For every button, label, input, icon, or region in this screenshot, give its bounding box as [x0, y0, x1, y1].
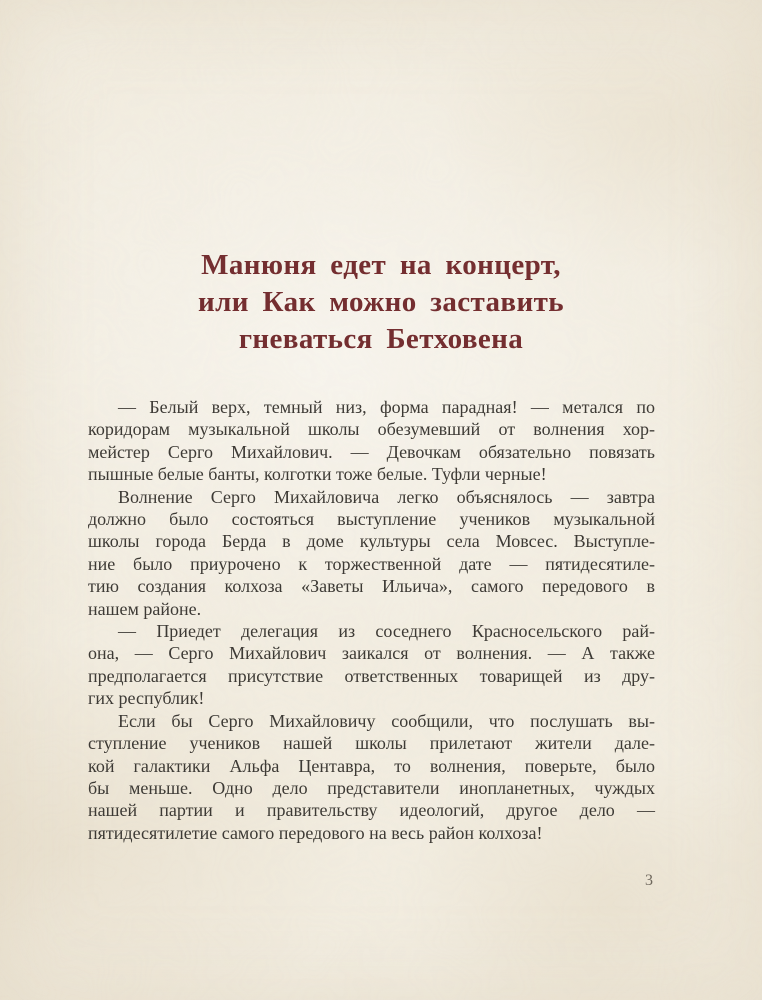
text-line: должно было состояться выступление учеников музыкальной	[88, 509, 655, 530]
body-text	[88, 396, 655, 844]
title-line: Манюня едет на концерт,	[201, 249, 561, 281]
page-number: 3	[645, 872, 653, 889]
title-line: гневаться Бетховена	[238, 323, 524, 355]
text-line: ступление учеников нашей школы прилетают жители дале-	[88, 733, 655, 754]
text-line: мейстер Серго Михайлович. — Девочкам обязательно повязать	[88, 441, 655, 462]
paragraph	[88, 396, 655, 486]
text-line: тию создания колхоза «Заветы Ильича», самого передового в	[88, 576, 655, 597]
text-line: пятидесятилетие самого передового на весь район колхоза!	[88, 822, 543, 843]
paragraph	[88, 486, 655, 620]
text-line: нашей партии и правительству идеологий, другое дело —	[88, 800, 655, 821]
text-line: гих республик!	[88, 688, 205, 709]
title-line: или Как можно заставить	[198, 286, 564, 318]
text-line: кой галактики Альфа Центавра, то волнения, поверьте, было	[88, 755, 655, 776]
paragraph	[88, 710, 655, 844]
text-line: школы города Берда в доме культуры села Мовсес. Выступле-	[88, 531, 655, 552]
text-line: ние было приурочено к торжественной дате — пятидесятиле-	[88, 553, 655, 574]
text-line: бы меньше. Одно дело представители инопланетных, чуждых	[88, 777, 655, 798]
text-line: она, — Серго Михайлович заикался от волнения. — А также	[88, 643, 655, 664]
text-line: — Белый верх, темный низ, форма парадная! — метался по	[118, 397, 655, 417]
text-line: Волнение Серго Михайловича легко объяснялось — завтра	[118, 486, 655, 507]
text-line: пышные белые банты, колготки тоже белые. Туфли черные!	[88, 464, 547, 485]
text-line: — Приедет делегация из соседнего Красносельского рай-	[118, 621, 655, 642]
chapter-title	[0, 247, 762, 358]
paragraph	[88, 620, 655, 710]
text-line: коридорам музыкальной школы обезумевший от волнения хор-	[88, 419, 655, 440]
text-line: нашем районе.	[88, 598, 202, 619]
text-line: предполагается присутствие ответственных товарищей из дру-	[88, 665, 655, 686]
text-line: Если бы Серго Михайловичу сообщили, что послушать вы-	[118, 710, 655, 731]
